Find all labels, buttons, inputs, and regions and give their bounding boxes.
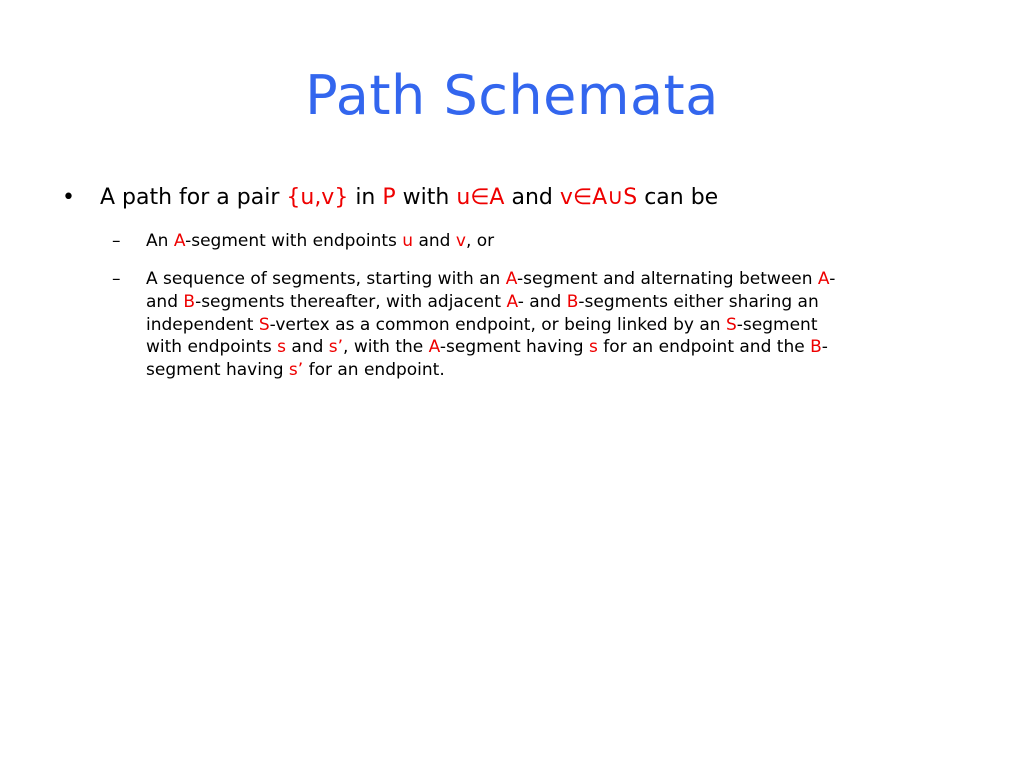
highlighted-term: S — [725, 314, 737, 335]
text-run: -segment having — [439, 337, 589, 358]
text-run: -segment and alternating between — [517, 269, 818, 289]
sub-bullet-text — [146, 230, 952, 253]
text-run: - — [829, 269, 836, 289]
highlighted-term: A — [817, 269, 830, 289]
text-run: independent — [146, 314, 259, 335]
highlighted-term: u — [402, 231, 414, 251]
text-run: - and — [517, 291, 567, 312]
highlighted-term: B — [183, 291, 196, 312]
text-run: can be — [637, 185, 719, 210]
text-run: and — [504, 185, 560, 210]
highlighted-term: s — [277, 337, 286, 358]
highlighted-term: s — [588, 337, 598, 358]
highlighted-term: A — [428, 337, 440, 358]
text-run: with — [395, 185, 457, 210]
highlighted-term: A — [173, 231, 186, 251]
highlighted-term: P — [382, 185, 396, 210]
sub-bullet-marker: – — [112, 269, 121, 289]
text-line — [146, 314, 952, 337]
text-run: , or — [465, 231, 495, 251]
highlighted-term: v∈A∪S — [559, 185, 638, 210]
text-run: -segments either sharing an — [578, 291, 819, 312]
text-run: -segment — [736, 314, 818, 335]
text-run: with endpoints — [146, 337, 278, 358]
text-run: and — [285, 337, 329, 358]
text-run: -segment with endpoints — [185, 231, 403, 251]
text-line — [146, 230, 952, 253]
text-line — [146, 291, 952, 314]
text-line — [146, 359, 952, 382]
text-run: and — [413, 231, 456, 251]
bullet-marker: • — [62, 185, 75, 210]
highlighted-term: B — [810, 337, 822, 358]
text-run: and — [146, 291, 184, 312]
highlighted-term: S — [258, 314, 270, 335]
highlighted-term: A — [505, 269, 517, 289]
highlighted-term: s’ — [328, 337, 344, 358]
text-run: An — [146, 231, 174, 251]
text-run: for an endpoint. — [303, 360, 445, 381]
text-run: in — [348, 185, 383, 210]
bullet-text — [100, 182, 718, 214]
sub-bullet-text — [146, 268, 952, 382]
text-line — [146, 336, 952, 359]
text-run: for an endpoint and the — [597, 337, 811, 358]
highlighted-term: v — [455, 231, 466, 251]
highlighted-term: s’ — [288, 360, 304, 381]
highlighted-term: {u,v} — [286, 185, 349, 210]
text-line — [146, 268, 952, 291]
highlighted-term: A — [506, 291, 518, 312]
sub-bullet-marker: – — [112, 231, 121, 251]
text-run: - — [821, 337, 828, 358]
slide-title: Path Schemata — [305, 64, 719, 127]
text-run: A path for a pair — [100, 185, 287, 210]
highlighted-term: u∈A — [456, 185, 505, 210]
highlighted-term: B — [566, 291, 579, 312]
text-run: , with the — [343, 337, 429, 358]
text-run: A sequence of segments, starting with an — [146, 269, 506, 289]
text-run: -vertex as a common endpoint, or being linked by an — [269, 314, 726, 335]
text-run: segment having — [146, 360, 289, 381]
text-run: -segments thereafter, with adjacent — [195, 291, 507, 312]
